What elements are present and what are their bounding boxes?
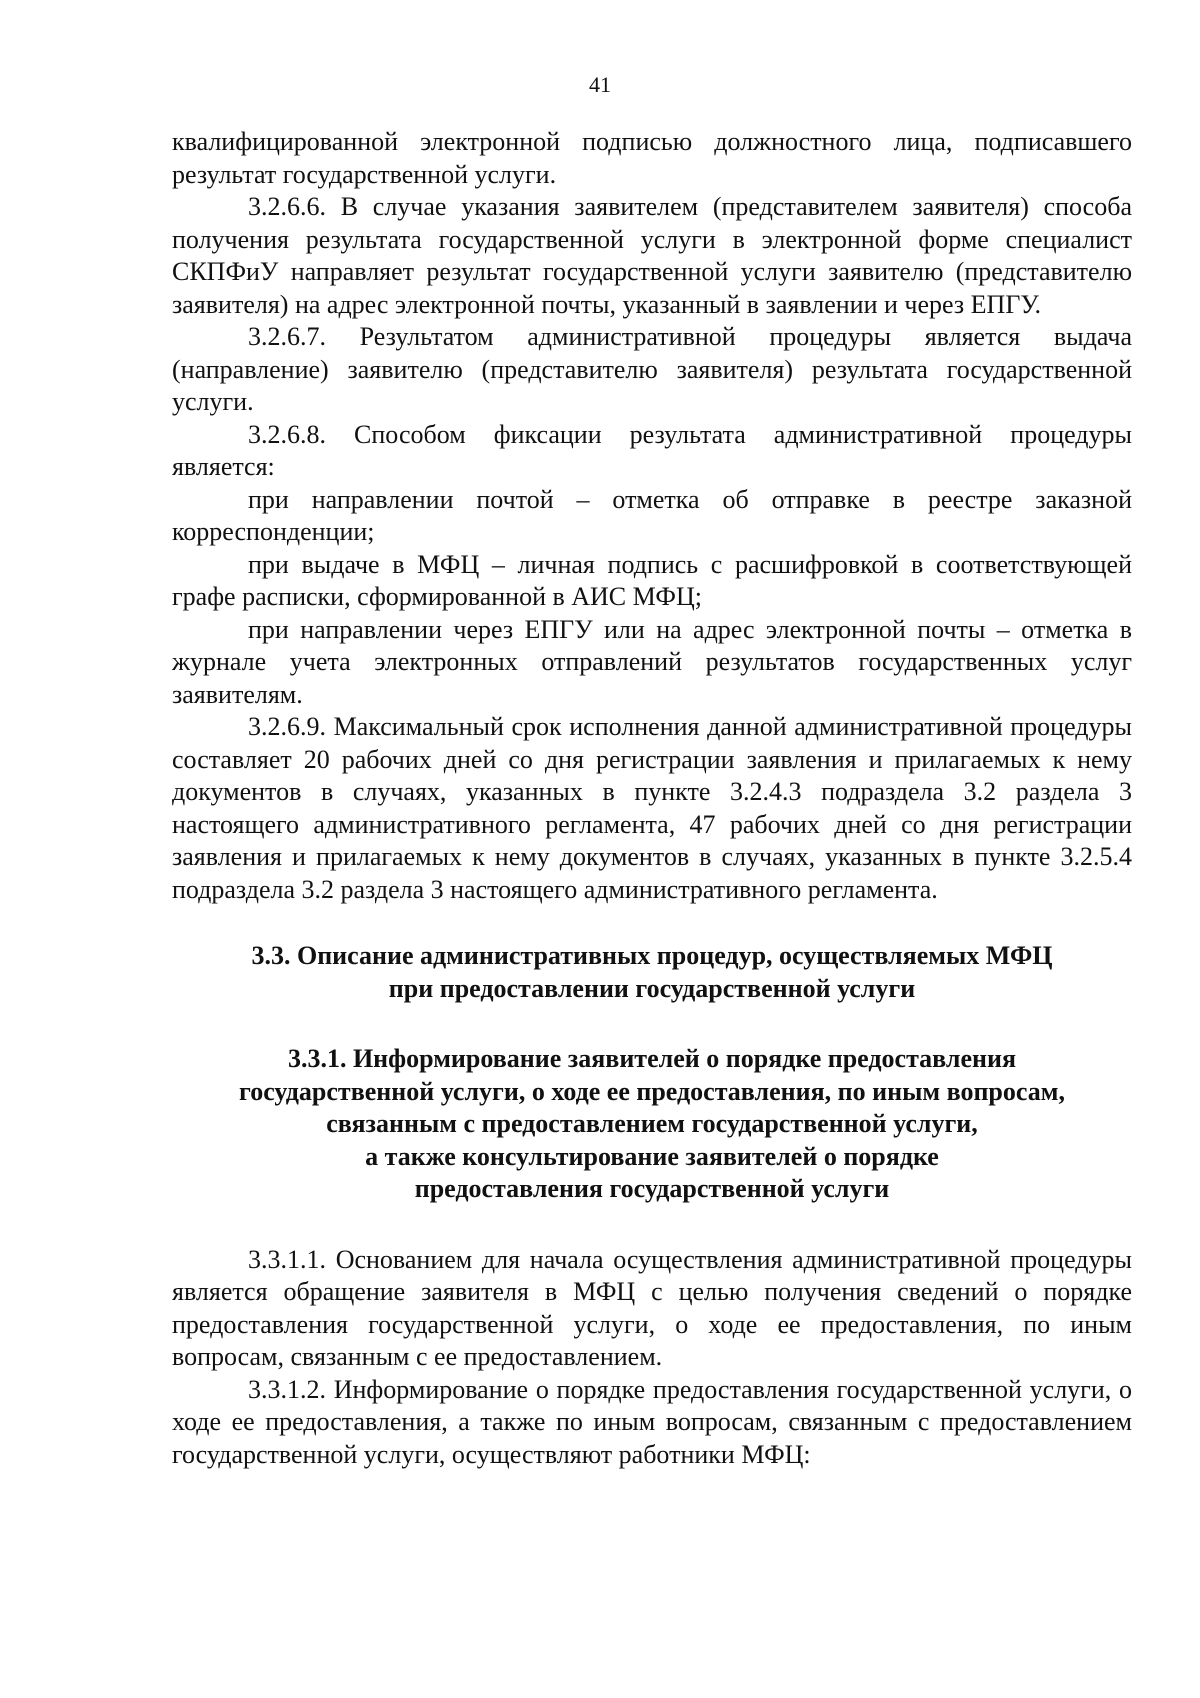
paragraph-3-3-1-1: 3.3.1.1. Основанием для начала осуществления административной процедуры является обращение заявителя в МФЦ с целью получения сведений о порядке предоставления государственной услуги, о ходе ее предоставления, по иным вопросам, связанным с ее предоставлением. — [172, 1244, 1132, 1371]
paragraph-by-mail: при направлении почтой – отметка об отправке в реестре заказной корреспонденции; — [172, 484, 1132, 546]
paragraph-at-mfc: при выдаче в МФЦ – личная подпись с расшифровкой в соответствующей графе расписки, сформированной в АИС МФЦ; — [172, 549, 1132, 611]
heading-line: 3.3.1. Информирование заявителей о порядке предоставления — [287, 1044, 1017, 1073]
heading-line: 3.3. Описание административных процедур, осуществляемых МФЦ — [251, 941, 1053, 970]
paragraph-3-3-1-2: 3.3.1.2. Информирование о порядке предоставления государственной услуги, о ходе ее предоставления, а также по иным вопросам, связанным с предоставлением государственной услуги, осуществляют работники МФЦ: — [172, 1374, 1132, 1469]
paragraph-3-2-6-8: 3.2.6.8. Способом фиксации результата административной процедуры является: — [172, 419, 1132, 481]
heading-line: а также консультирование заявителей о порядке — [365, 1141, 939, 1171]
heading-line: государственной услуги, о ходе ее предоставления, по иным вопросам, — [239, 1076, 1065, 1106]
section-heading-3-3 — [172, 940, 1132, 1005]
document-body — [172, 126, 1132, 1471]
heading-line: при предоставлении государственной услуги — [388, 973, 916, 1003]
paragraph-3-2-6-6: 3.2.6.6. В случае указания заявителем (представителем заявителя) способа получения результата государственной услуги в электронной форме специалист СКПФиУ направляет результат государственной услуги заявителю (представителю заявителя) на адрес электронной почты, указанный в заявлении и через ЕПГУ. — [172, 192, 1132, 319]
paragraph-signature-continuation: квалифицированной электронной подписью должностного лица, подписавшего результат государственной услуги. — [172, 127, 1132, 189]
heading-line: предоставления государственной услуги — [414, 1174, 890, 1203]
heading-line: связанным с предоставлением государственной услуги, — [326, 1109, 978, 1138]
subsection-heading-3-3-1 — [172, 1043, 1132, 1206]
paragraph-3-2-6-9: 3.2.6.9. Максимальный срок исполнения данной административной процедуры составляет 20 рабочих дней со дня регистрации заявления и прилагаемых к нему документов в случаях, указанных в пункте 3.2.4.3 подраздела 3.2 раздела 3 настоящего административного регламента, 47 рабочих дней со дня регистрации заявления и прилагаемых к нему документов в случаях, указанных в пункте 3.2.5.4 подраздела 3.2 раздела 3 настоящего административного регламента. — [172, 712, 1132, 904]
page-number: 41 — [589, 72, 611, 97]
paragraph-via-epgu: при направлении через ЕПГУ или на адрес электронной почты – отметка в журнале учета электронных отправлений результатов государственных услуг заявителям. — [172, 614, 1132, 709]
paragraph-3-2-6-7: 3.2.6.7. Результатом административной процедуры является выдача (направление) заявителю (представителю заявителя) результата государственной услуги. — [172, 322, 1132, 416]
